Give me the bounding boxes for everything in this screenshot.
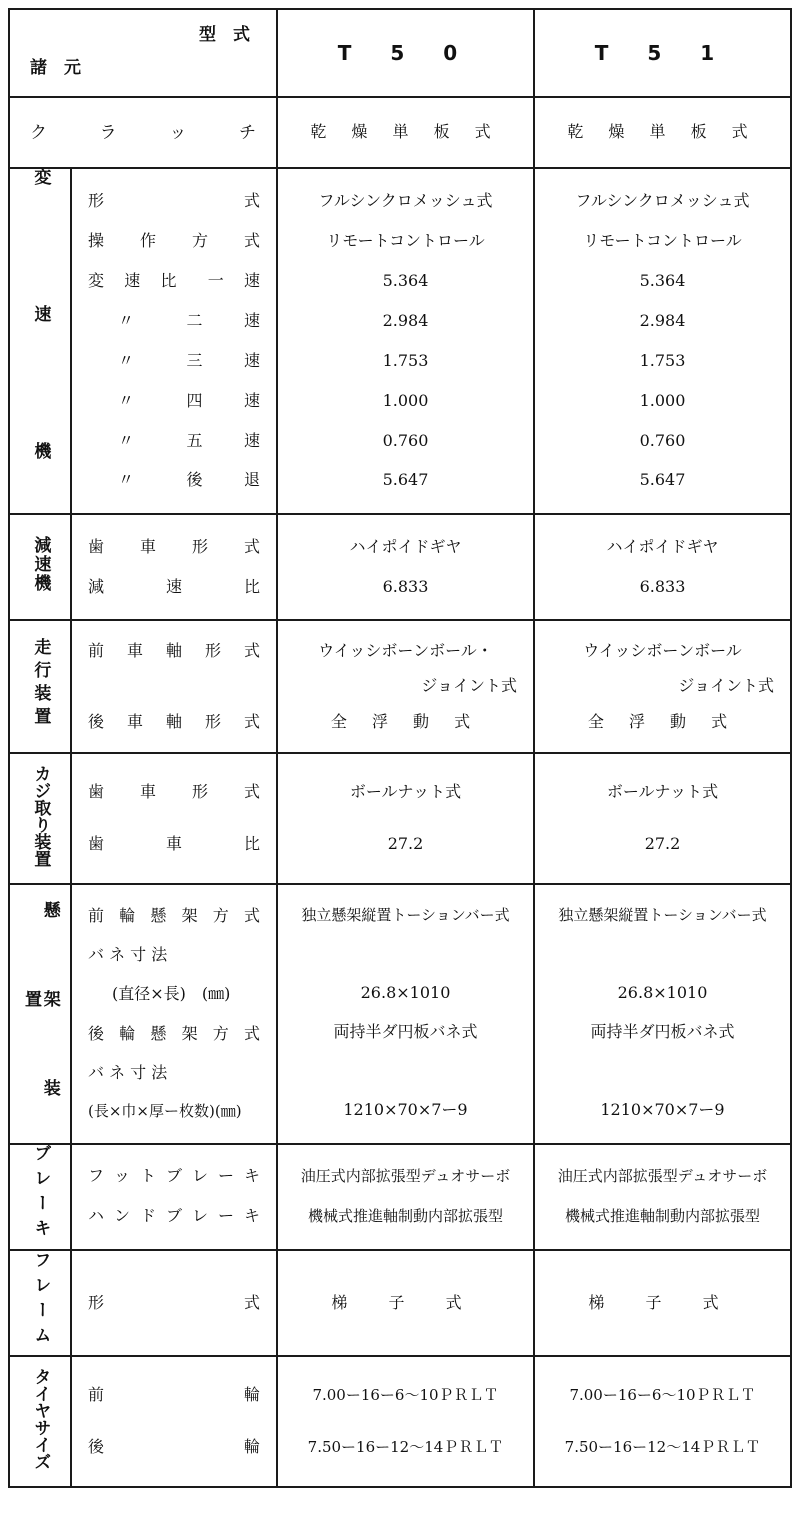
t51-cell: [534, 1250, 791, 1356]
value-text: 27.2: [387, 834, 424, 854]
t50-cell: [277, 884, 534, 1144]
value-text: [282, 1061, 529, 1082]
item-label: 前 輪 懸 架 方 式: [88, 906, 260, 926]
category-cell: [9, 168, 71, 513]
value-text: 6.833: [639, 576, 686, 596]
value-text: 独立懸架縦置トーションバー式: [558, 906, 767, 925]
item-label: 歯 車 比: [88, 834, 260, 854]
item-label: 後 車 軸 形 式: [88, 711, 260, 731]
t51-cell: [534, 884, 791, 1144]
item-label: 後 輪: [88, 1437, 260, 1457]
item-cell: [71, 753, 277, 884]
value-text: リモートコントロール: [326, 230, 485, 250]
value-text: 2.984: [639, 310, 686, 330]
t50-cell: [277, 753, 534, 884]
t50-cell: [277, 97, 534, 169]
value-text: リモートコントロール: [583, 230, 742, 250]
value-text: [539, 1061, 786, 1082]
item-label: 形 式: [88, 1292, 260, 1312]
value-text: 1210×70×7ー9: [343, 1100, 468, 1120]
item-label: 操 作 方 式: [88, 230, 260, 250]
category-cell: [9, 753, 71, 884]
item-label: 変 速 比 一 速: [88, 270, 260, 290]
item-cell: [71, 514, 277, 620]
value-text: 乾 燥 単 板 式: [310, 122, 501, 142]
category-cell: [9, 514, 71, 620]
value-text: 7.50ー16ー12～14ＰＲＬＴ: [564, 1438, 761, 1457]
value-text: 2.984: [382, 310, 429, 330]
item-label: (直径×長) (㎜): [112, 984, 231, 1004]
category-label: フレーム: [30, 1250, 51, 1351]
value-text: 1210×70×7ー9: [600, 1100, 725, 1120]
t50-cell: [277, 514, 534, 620]
item-label: フ ッ ト ブ レ ー キ: [88, 1166, 260, 1186]
value-text: ウイッシボーンボール: [583, 640, 742, 660]
item-cell: [71, 1250, 277, 1356]
item-cell: [71, 1356, 277, 1487]
value-text: 全 浮 動 式: [330, 711, 481, 731]
item-cell: [71, 884, 277, 1144]
item-label: 前 輪: [88, 1384, 260, 1404]
value-text: 梯 子 式: [331, 1292, 480, 1312]
row-transmission: [9, 168, 791, 513]
t51-cell: [534, 620, 791, 753]
value-text: 26.8×1010: [617, 983, 708, 1003]
value-text: ボールナット式: [606, 781, 719, 801]
spec-header-label: 諸 元: [30, 57, 81, 78]
value-text: 機械式推進軸制動内部拡張型: [307, 1206, 503, 1225]
value-text: 5.364: [639, 270, 686, 290]
category-cell: [9, 884, 71, 1144]
row-clutch: [9, 97, 791, 169]
row-running-gear: [9, 620, 791, 753]
row-steering: [9, 753, 791, 884]
category-label: 変 速 機: [30, 168, 51, 510]
item-label: バ ネ 寸 法: [88, 945, 168, 965]
row-reduction-gear: [9, 514, 791, 620]
value-text: 5.364: [382, 270, 429, 290]
category-label: ブレーキ: [30, 1144, 51, 1245]
row-frame: [9, 1250, 791, 1356]
t51-cell: [534, 514, 791, 620]
t50-cell: [277, 1144, 534, 1250]
value-text: 5.647: [639, 470, 686, 490]
t51-cell: [534, 168, 791, 513]
model-t50-header: T 5 0: [277, 9, 534, 97]
value-text: 1.000: [382, 390, 429, 410]
value-text: 油圧式内部拡張型デュオサーボ: [557, 1166, 768, 1185]
item-label: 後 輪 懸 架 方 式: [88, 1023, 260, 1043]
item-label: ハ ン ド ブ レ ー キ: [88, 1206, 260, 1226]
value-text: 7.50ー16ー12～14ＰＲＬＴ: [307, 1438, 504, 1457]
category-label: 走行装置: [30, 638, 51, 731]
category-cell: [9, 1144, 71, 1250]
value-text: 7.00ー16ー6～10ＰＲＬＴ: [312, 1385, 499, 1404]
category-label: 減速機: [30, 536, 51, 594]
value-text: 1.753: [639, 350, 686, 370]
item-label: 〃 五 速: [118, 430, 260, 450]
corner-header-cell: [9, 9, 277, 97]
value-text: 6.833: [382, 576, 429, 596]
value-text: [539, 944, 786, 965]
value-text: ジョイント式: [678, 676, 774, 696]
item-cell: [71, 620, 277, 753]
value-text: ボールナット式: [349, 781, 462, 801]
value-text: ハイポイドギヤ: [349, 536, 462, 556]
category-label: ク ラ ッ チ: [30, 122, 256, 143]
t50-cell: [277, 620, 534, 753]
category-label: カジ取り装置: [30, 765, 51, 868]
value-text: 1.753: [382, 350, 429, 370]
item-label: 前 車 軸 形 式: [88, 640, 260, 660]
category-cell: [9, 1356, 71, 1487]
row-tire-size: [9, 1356, 791, 1487]
item-label: 形 式: [88, 191, 260, 210]
value-text: 0.760: [382, 430, 429, 450]
t50-cell: [277, 168, 534, 513]
type-header-label: 型 式: [199, 25, 250, 45]
value-text: 両持半ダ円板バネ式: [333, 1022, 478, 1042]
value-text: 梯 子 式: [588, 1292, 737, 1312]
category-cell: [9, 620, 71, 753]
value-text: ウイッシボーンボール・: [318, 640, 493, 660]
category-label: 懸 架 装 置: [21, 900, 60, 1122]
value-text: 5.647: [382, 470, 429, 490]
t51-cell: [534, 97, 791, 169]
model-t51-header: T 5 1: [534, 9, 791, 97]
category-cell: [9, 1250, 71, 1356]
row-brake: [9, 1144, 791, 1250]
item-label: 歯 車 形 式: [88, 536, 260, 556]
t51-cell: [534, 753, 791, 884]
value-text: 27.2: [644, 834, 681, 854]
value-text: 7.00ー16ー6～10ＰＲＬＴ: [569, 1385, 756, 1404]
value-text: 独立懸架縦置トーションバー式: [301, 906, 510, 925]
item-cell: [71, 1144, 277, 1250]
value-text: 機械式推進軸制動内部拡張型: [564, 1206, 760, 1225]
t51-cell: [534, 1144, 791, 1250]
value-text: 全 浮 動 式: [587, 711, 738, 731]
t51-cell: [534, 1356, 791, 1487]
value-text: ハイポイドギヤ: [606, 536, 719, 556]
spec-table: [8, 8, 792, 1488]
item-label: 歯 車 形 式: [88, 781, 260, 801]
t50-cell: [277, 1250, 534, 1356]
item-label: 〃 二 速: [118, 310, 260, 330]
item-cell: [71, 168, 277, 513]
item-label: 〃 四 速: [118, 390, 260, 410]
value-text: 1.000: [639, 390, 686, 410]
value-text: 乾 燥 単 板 式: [567, 122, 758, 142]
t50-cell: [277, 1356, 534, 1487]
value-text: フルシンクロメッシュ式: [575, 191, 750, 210]
clutch-label-cell: [9, 97, 277, 169]
header-row: [9, 9, 791, 97]
value-text: [282, 944, 529, 965]
item-label: バ ネ 寸 法: [88, 1062, 168, 1082]
item-label: 〃 三 速: [118, 350, 260, 370]
item-label: (長×巾×厚ー枚数)(㎜): [88, 1101, 242, 1120]
category-label: タイヤサイズ: [30, 1368, 51, 1471]
value-text: 26.8×1010: [360, 983, 451, 1003]
value-text: 油圧式内部拡張型デュオサーボ: [300, 1166, 511, 1185]
item-label: [88, 676, 260, 697]
item-label: 〃 後 退: [118, 470, 260, 490]
value-text: 両持半ダ円板バネ式: [590, 1022, 735, 1042]
item-label: 減 速 比: [88, 576, 260, 596]
value-text: ジョイント式: [421, 676, 517, 696]
row-suspension: [9, 884, 791, 1144]
value-text: 0.760: [639, 430, 686, 450]
value-text: フルシンクロメッシュ式: [318, 191, 493, 210]
